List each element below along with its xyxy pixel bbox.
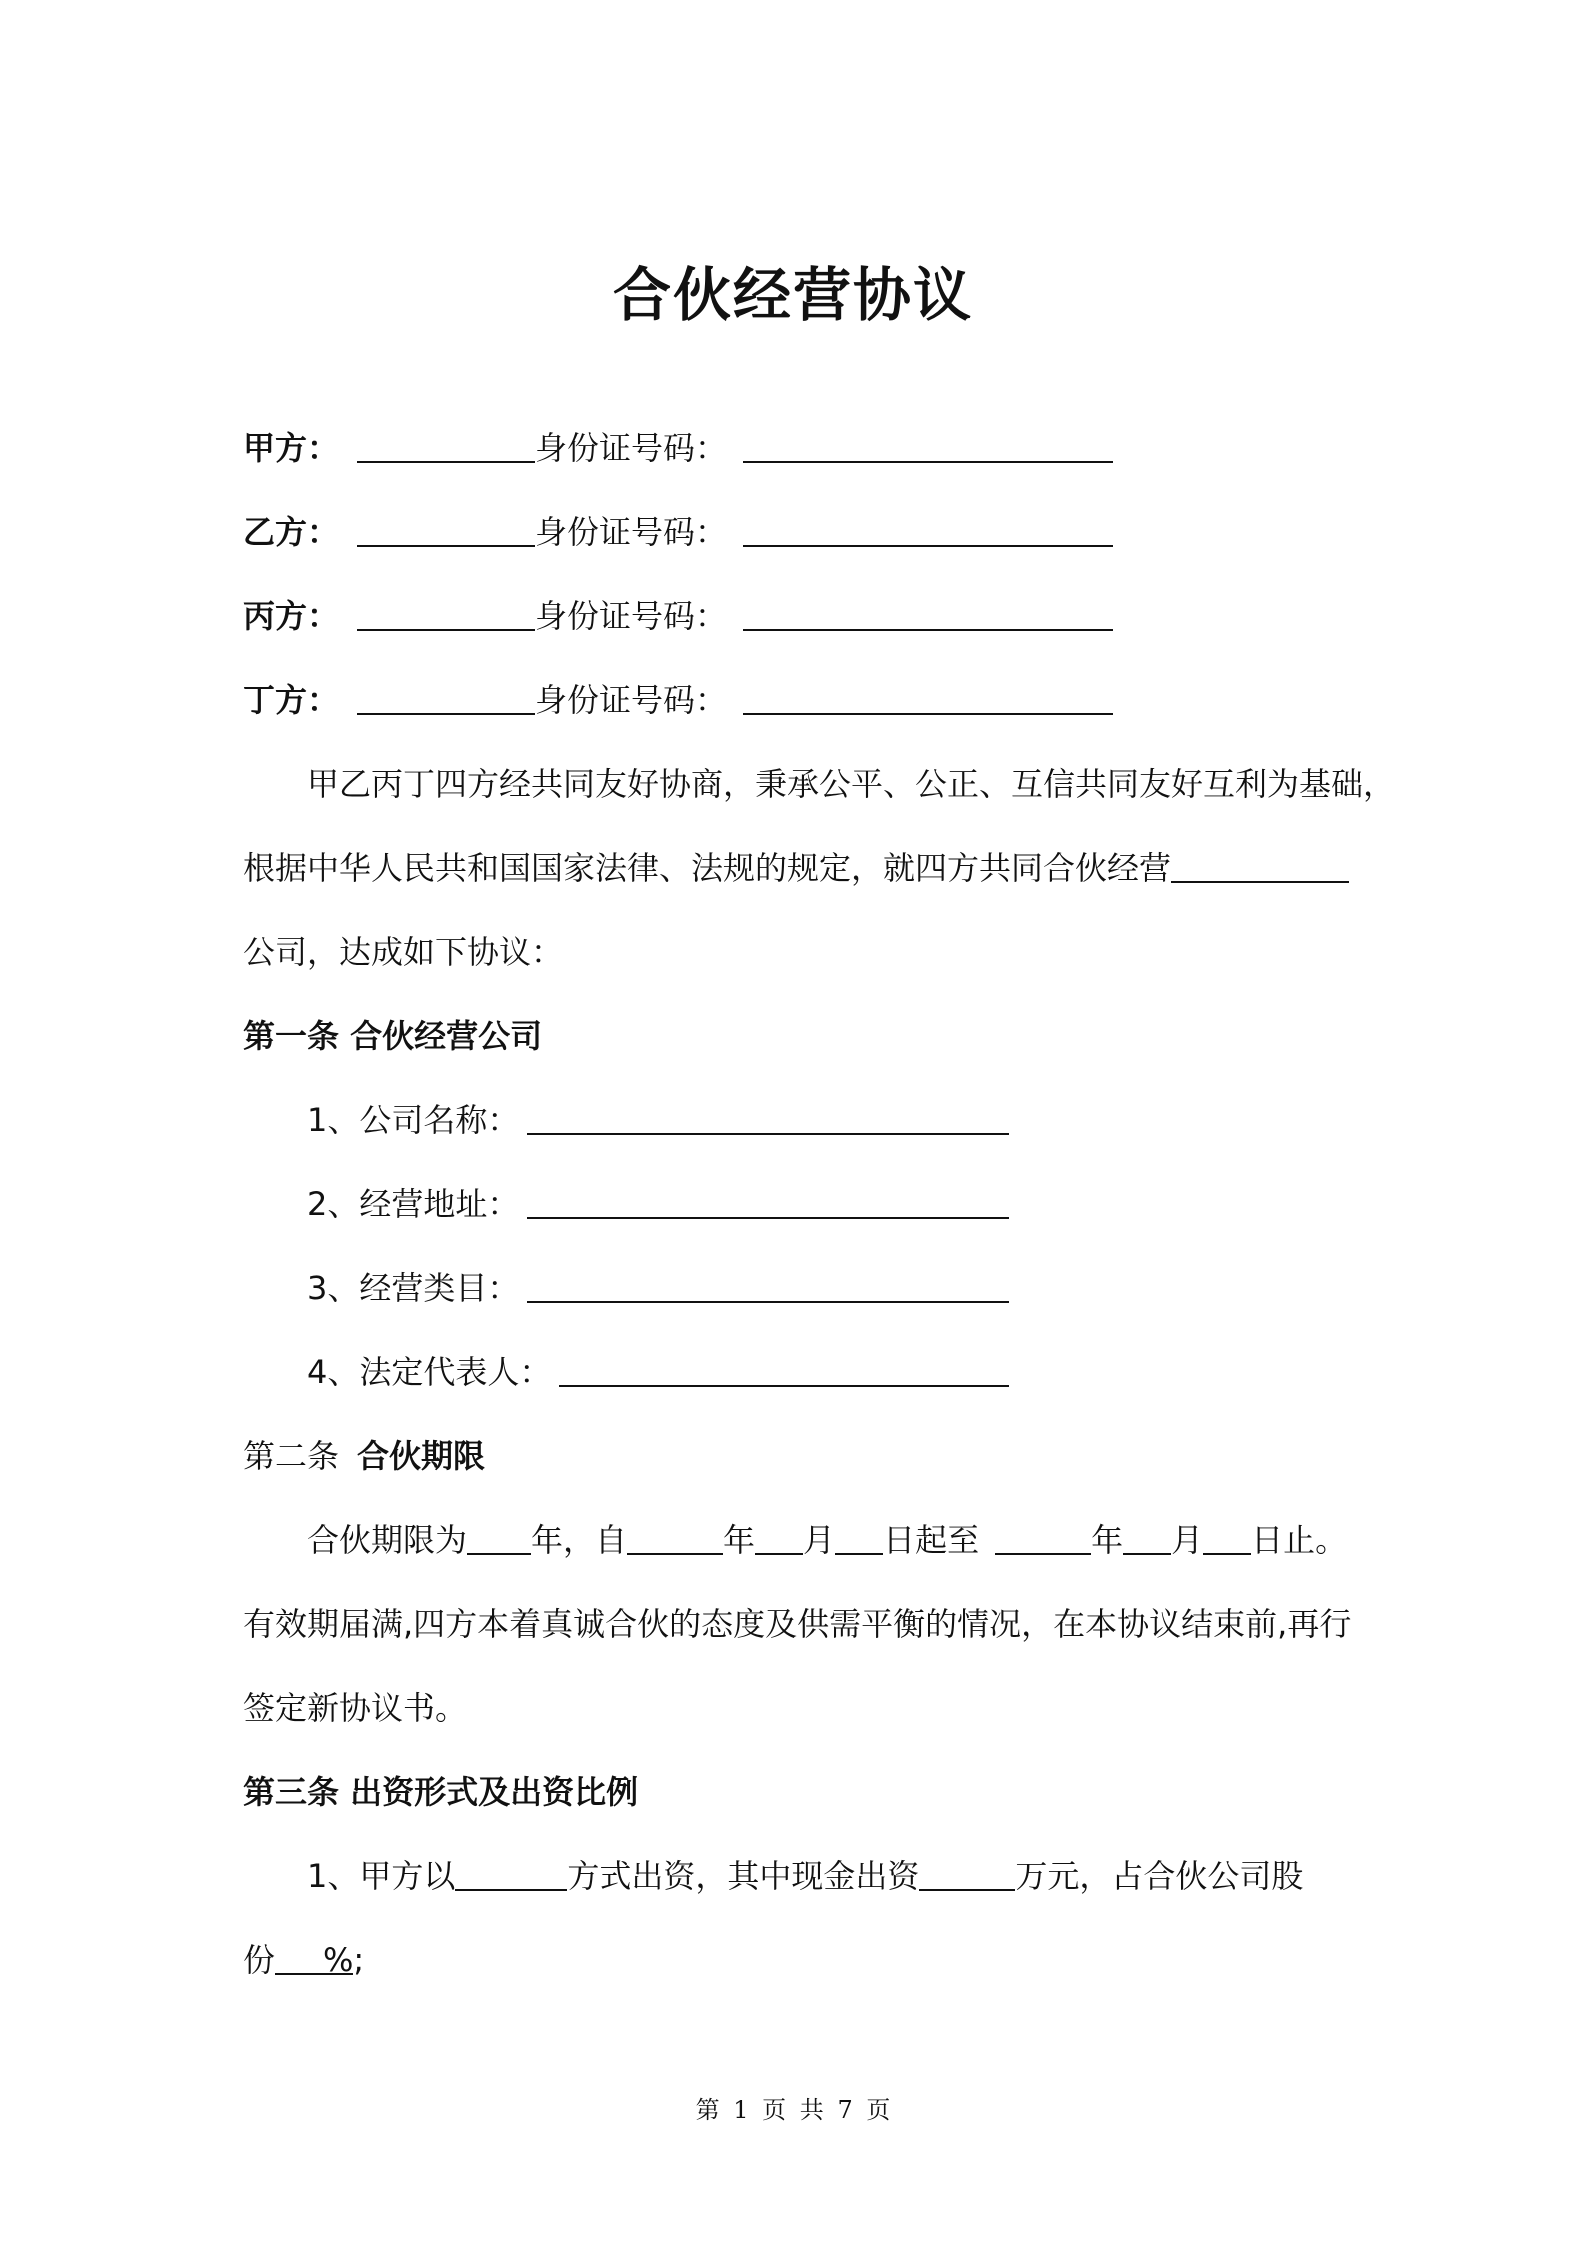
cash-amount-blank[interactable] xyxy=(919,1853,1015,1891)
article3-heading: 第三条 出资形式及出资比例 xyxy=(243,1773,639,1811)
id-label: 身份证号码： xyxy=(535,429,728,467)
article3-item-1-cont xyxy=(243,1936,364,1984)
id-blank[interactable] xyxy=(743,677,1113,715)
id-blank[interactable] xyxy=(743,425,1113,463)
article1-item-representative xyxy=(307,1348,1009,1396)
party-label: 甲方： xyxy=(243,429,340,467)
article1-item-name xyxy=(307,1096,1009,1144)
page-footer: 第 1 页 共 7 页 xyxy=(695,2096,891,2124)
term-text: 合伙期限为 xyxy=(307,1521,468,1559)
term-text: 日起至 xyxy=(883,1521,980,1559)
item-label: 1、公司名称： xyxy=(307,1101,520,1139)
intro-line-2 xyxy=(243,844,1349,892)
id-label: 身份证号码： xyxy=(535,597,728,635)
start-year-blank[interactable] xyxy=(627,1517,723,1555)
article1-item-address xyxy=(307,1180,1009,1228)
item-label: 3、经营类目： xyxy=(307,1269,520,1307)
id-label: 身份证号码： xyxy=(535,513,728,551)
term-text: 年 xyxy=(1091,1521,1124,1559)
term-text: 年 xyxy=(723,1521,756,1559)
article3-item-1 xyxy=(307,1852,1303,1900)
document-title: 合伙经营协议 xyxy=(612,261,973,329)
article2-heading xyxy=(243,1432,485,1480)
item-label: 4、法定代表人： xyxy=(307,1353,552,1391)
article2-line-3: 签定新协议书。 xyxy=(243,1689,468,1727)
id-label: 身份证号码： xyxy=(535,681,728,719)
years-blank[interactable] xyxy=(467,1517,531,1555)
id-blank[interactable] xyxy=(743,509,1113,547)
party-row-yi xyxy=(243,508,1113,556)
company-name-blank[interactable] xyxy=(527,1097,1009,1135)
representative-blank[interactable] xyxy=(559,1349,1009,1387)
contribution-text: 1、甲方以 xyxy=(307,1857,456,1895)
intro-line-1: 甲乙丙丁四方经共同友好协商，秉承公平、公正、互信共同友好互利为基础， xyxy=(307,765,1396,803)
article1-heading: 第一条 合伙经营公司 xyxy=(243,1017,543,1055)
article1-item-category xyxy=(307,1264,1009,1312)
start-day-blank[interactable] xyxy=(835,1517,883,1555)
term-text: 年，自 xyxy=(531,1521,628,1559)
party-label: 丁方： xyxy=(243,681,340,719)
id-blank[interactable] xyxy=(743,593,1113,631)
article2-term-line xyxy=(307,1516,1347,1564)
party-row-ding xyxy=(243,676,1113,724)
term-text: 月 xyxy=(803,1521,836,1559)
intro-line-2-text: 根据中华人民共和国国家法律、法规的规定，就四方共同合伙经营 xyxy=(243,849,1172,887)
article2-heading-title: 合伙期限 xyxy=(357,1437,486,1475)
end-month-blank[interactable] xyxy=(1123,1517,1171,1555)
company-blank[interactable] xyxy=(1171,845,1349,883)
intro-line-3: 公司，达成如下协议： xyxy=(243,933,564,971)
party-label: 乙方： xyxy=(243,513,340,551)
item-label: 2、经营地址： xyxy=(307,1185,520,1223)
article2-line-2: 有效期届满,四方本着真诚合伙的态度及供需平衡的情况，在本协议结束前,再行 xyxy=(243,1605,1352,1643)
contribution-text: 份 xyxy=(243,1941,276,1979)
party-row-jia xyxy=(243,424,1113,472)
party-row-bing xyxy=(243,592,1113,640)
contribution-text: 方式出资，其中现金出资 xyxy=(567,1857,920,1895)
end-day-blank[interactable] xyxy=(1203,1517,1251,1555)
start-month-blank[interactable] xyxy=(755,1517,803,1555)
term-text: 日止。 xyxy=(1251,1521,1348,1559)
address-blank[interactable] xyxy=(527,1181,1009,1219)
name-blank[interactable] xyxy=(357,677,535,715)
category-blank[interactable] xyxy=(527,1265,1009,1303)
name-blank[interactable] xyxy=(357,509,535,547)
contribution-method-blank[interactable] xyxy=(455,1853,567,1891)
name-blank[interactable] xyxy=(357,425,535,463)
name-blank[interactable] xyxy=(357,593,535,631)
party-label: 丙方： xyxy=(243,597,340,635)
term-text: 月 xyxy=(1171,1521,1204,1559)
contribution-text: %; xyxy=(323,1941,365,1979)
contribution-text: 万元，占合伙公司股 xyxy=(1015,1857,1304,1895)
article2-heading-prefix: 第二条 xyxy=(243,1437,340,1475)
end-year-blank[interactable] xyxy=(995,1517,1091,1555)
